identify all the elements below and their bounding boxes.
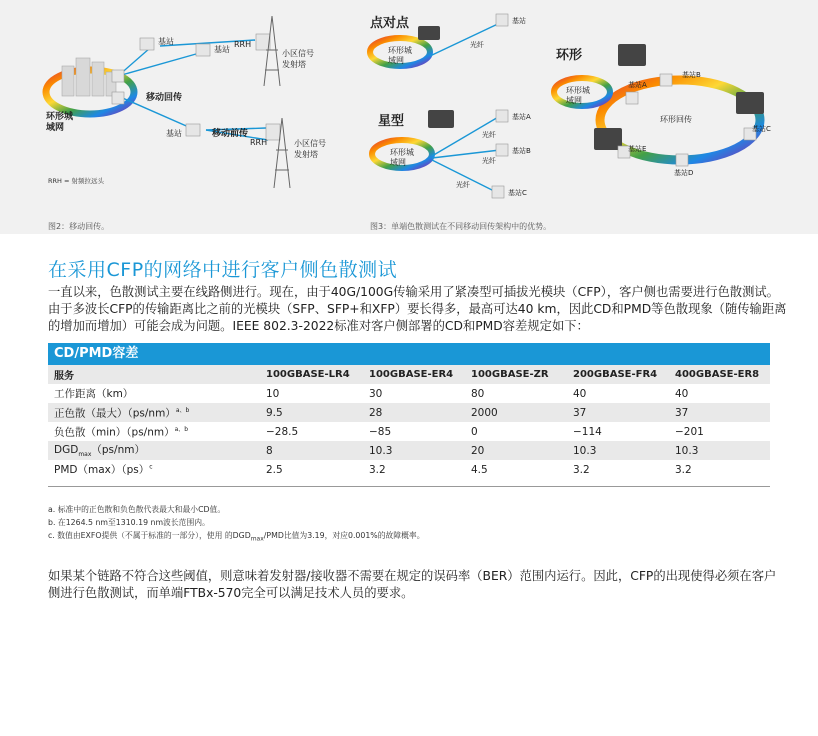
table-cell: −114 bbox=[573, 425, 602, 438]
notes-divider bbox=[48, 486, 770, 487]
cd-pmd-table bbox=[48, 343, 770, 479]
section-title: 在采用CFP的网络中进行客户侧色散测试 bbox=[48, 259, 398, 281]
header-cell: 200GBASE-FR4 bbox=[567, 365, 669, 384]
table-cell: 20 bbox=[465, 441, 567, 460]
fig3-star-fiber-label-1: 光纤 bbox=[482, 131, 496, 139]
fig3-p2p-fiber-label: 光纤 bbox=[470, 41, 484, 49]
fig3-ring-base-e: 基站E bbox=[628, 145, 647, 153]
fig3-p2p-title: 点对点 bbox=[370, 16, 410, 31]
fig3-ring-backhaul-label: 环形回传 bbox=[660, 115, 692, 124]
fig3-star-base-b: 基站B bbox=[512, 147, 531, 155]
fig3-ring-base-d: 基站D bbox=[674, 169, 694, 177]
fig2-rrh-note: RRH = 射频拉远头 bbox=[48, 177, 104, 185]
figures-illustration bbox=[0, 0, 818, 234]
fig3-star-base-c: 基站C bbox=[508, 189, 527, 197]
table-cell: 30 bbox=[369, 387, 383, 400]
table-cell: 10.3 bbox=[567, 441, 669, 460]
fig3-ring-metro-label: 环形城 域网 bbox=[566, 86, 590, 105]
table-cell: 10.3 bbox=[363, 441, 465, 460]
note-c: c. 数值由EXFO提供（不属于标准的一部分），使用 的$DGD_{max}$/PMD比值为3.19，对应0.001%的故障概率。 bbox=[48, 531, 425, 543]
header-cell: 400GBASE-ER8 bbox=[669, 365, 770, 384]
fig3-star-fiber-label-2: 光纤 bbox=[482, 157, 496, 165]
table-notes bbox=[48, 503, 425, 546]
table-cell: 28 bbox=[363, 403, 465, 422]
row-label: 工作距离（km） bbox=[54, 388, 134, 400]
table-cell: 37 bbox=[669, 403, 770, 422]
fig2-rrh-label-2: RRH bbox=[250, 138, 268, 147]
fig3-p2p-base: 基站 bbox=[512, 17, 526, 25]
header-cell: 100GBASE-ZR bbox=[465, 365, 567, 384]
tolerance-table bbox=[48, 365, 770, 479]
fig2-ring-label: 环形城 域网 bbox=[46, 112, 74, 133]
fig2-tower-label-1: 小区信号 发射塔 bbox=[282, 49, 314, 69]
table-cell: 8 bbox=[260, 441, 363, 460]
fig3-star-base-a: 基站A bbox=[512, 113, 531, 121]
row-label: 负色散$(\min)(ps/nm)^{a、b}$ bbox=[54, 425, 189, 439]
table-cell: 9.5 bbox=[260, 403, 363, 422]
table-cell: 3.2 bbox=[675, 463, 692, 476]
base-station-icons bbox=[112, 34, 280, 140]
figure3-caption: 图3：单端色散测试在不同移动回传架构中的优势。 bbox=[370, 222, 552, 231]
fig2-fronthaul-label: 移动前传 bbox=[212, 129, 249, 139]
intro-paragraph: 一直以来，色散测试主要在线路侧进行。现在，由于40G/100G传输采用了紧凑型可插拔光模块（CFP），客户侧也需要进行色散测试。由于多波长CFP的传输距离比之前的光模块（SFP、SFP+和XFP）要长得多，最高可达40 km，因此CD和PMD等色散现象（随传输距离的增加而增加）可能会成为问题。IEEE 802.3-2022标准对客户侧部署的CD和PMD容差规定如下： bbox=[48, 285, 787, 333]
figure2-caption: 图2：移动回传。 bbox=[48, 222, 110, 231]
table-row bbox=[48, 441, 770, 460]
table-cell: 10 bbox=[266, 387, 280, 400]
fig3-ring-base-c: 基站C bbox=[752, 125, 771, 133]
figure3-diagram bbox=[370, 14, 764, 198]
table-cell: −28.5 bbox=[266, 425, 299, 438]
header-cell: 100GBASE-ER4 bbox=[363, 365, 465, 384]
fig2-base-label-1: 基站 bbox=[158, 37, 174, 46]
star-base-icons bbox=[492, 110, 508, 198]
table-cell: 10.3 bbox=[669, 441, 770, 460]
fig3-ring-title: 环形 bbox=[556, 48, 583, 63]
star-tester-icon bbox=[428, 110, 454, 128]
table-cell: 40 bbox=[573, 387, 587, 400]
conclusion-paragraph: 如果某个链路不符合这些阈值，则意味着发射器/接收器不需要在规定的误码率（BER）范围内运行。因此，CFP的出现使得必须在客户侧进行色散测试，而单端FTBx-570完全可以满足技术人员的要求。 bbox=[48, 569, 777, 600]
table-row bbox=[48, 403, 770, 422]
fig3-star-ring-label: 环形城 域网 bbox=[390, 148, 414, 167]
table-row bbox=[48, 460, 770, 479]
table-cell: 37 bbox=[567, 403, 669, 422]
city-buildings-icon bbox=[62, 58, 116, 96]
table-cell: 3.2 bbox=[369, 463, 386, 476]
fig2-backhaul-label: 移动回传 bbox=[146, 93, 183, 103]
table-row bbox=[48, 422, 770, 441]
table-cell: 80 bbox=[471, 387, 485, 400]
table-title: CD/PMD容差 bbox=[48, 343, 770, 365]
note-b: b. 在1264.5 nm至1310.19 nm波长范围内。 bbox=[48, 518, 210, 527]
figure-area bbox=[0, 0, 818, 234]
header-cell: 100GBASE-LR4 bbox=[260, 365, 363, 384]
table-cell: 4.5 bbox=[471, 463, 488, 476]
fig3-ring-base-a: 基站A bbox=[628, 81, 647, 89]
row-label: 正色散（最大）$(ps/nm)^{a、b}$ bbox=[48, 403, 260, 422]
p2p-fiber bbox=[430, 22, 502, 56]
header-cell: 服务 bbox=[48, 365, 260, 384]
table-cell: 3.2 bbox=[573, 463, 590, 476]
fig3-ring-base-b: 基站B bbox=[682, 71, 701, 79]
table-cell: 2000 bbox=[465, 403, 567, 422]
fig3-p2p-ring-label: 环形城 域网 bbox=[388, 46, 412, 65]
note-a: a. 标准中的正色散和负色散代表最大和最小CD值。 bbox=[48, 505, 226, 514]
table-row bbox=[48, 384, 770, 403]
table-cell: 0 bbox=[471, 425, 478, 438]
fig2-tower-label-2: 小区信号 发射塔 bbox=[294, 139, 326, 159]
fig2-rrh-label-1: RRH bbox=[234, 40, 252, 49]
fig2-base-label-3: 基站 bbox=[166, 129, 182, 138]
p2p-tester-icon bbox=[418, 26, 440, 40]
table-cell: 40 bbox=[675, 387, 689, 400]
table-cell: −85 bbox=[369, 425, 392, 438]
table-cell: 2.5 bbox=[266, 463, 283, 476]
table-cell: −201 bbox=[675, 425, 704, 438]
p2p-base-icon bbox=[496, 14, 508, 26]
fig2-base-label-2: 基站 bbox=[214, 45, 230, 54]
fig3-star-fiber-label-3: 光纤 bbox=[456, 181, 470, 189]
table-header-row bbox=[48, 365, 770, 384]
fig3-star-title: 星型 bbox=[378, 114, 405, 129]
row-label: PMD（max）（ps）$^c$ bbox=[54, 463, 153, 476]
row-label: $DGD_{max}(ps/nm)$ bbox=[48, 441, 260, 460]
